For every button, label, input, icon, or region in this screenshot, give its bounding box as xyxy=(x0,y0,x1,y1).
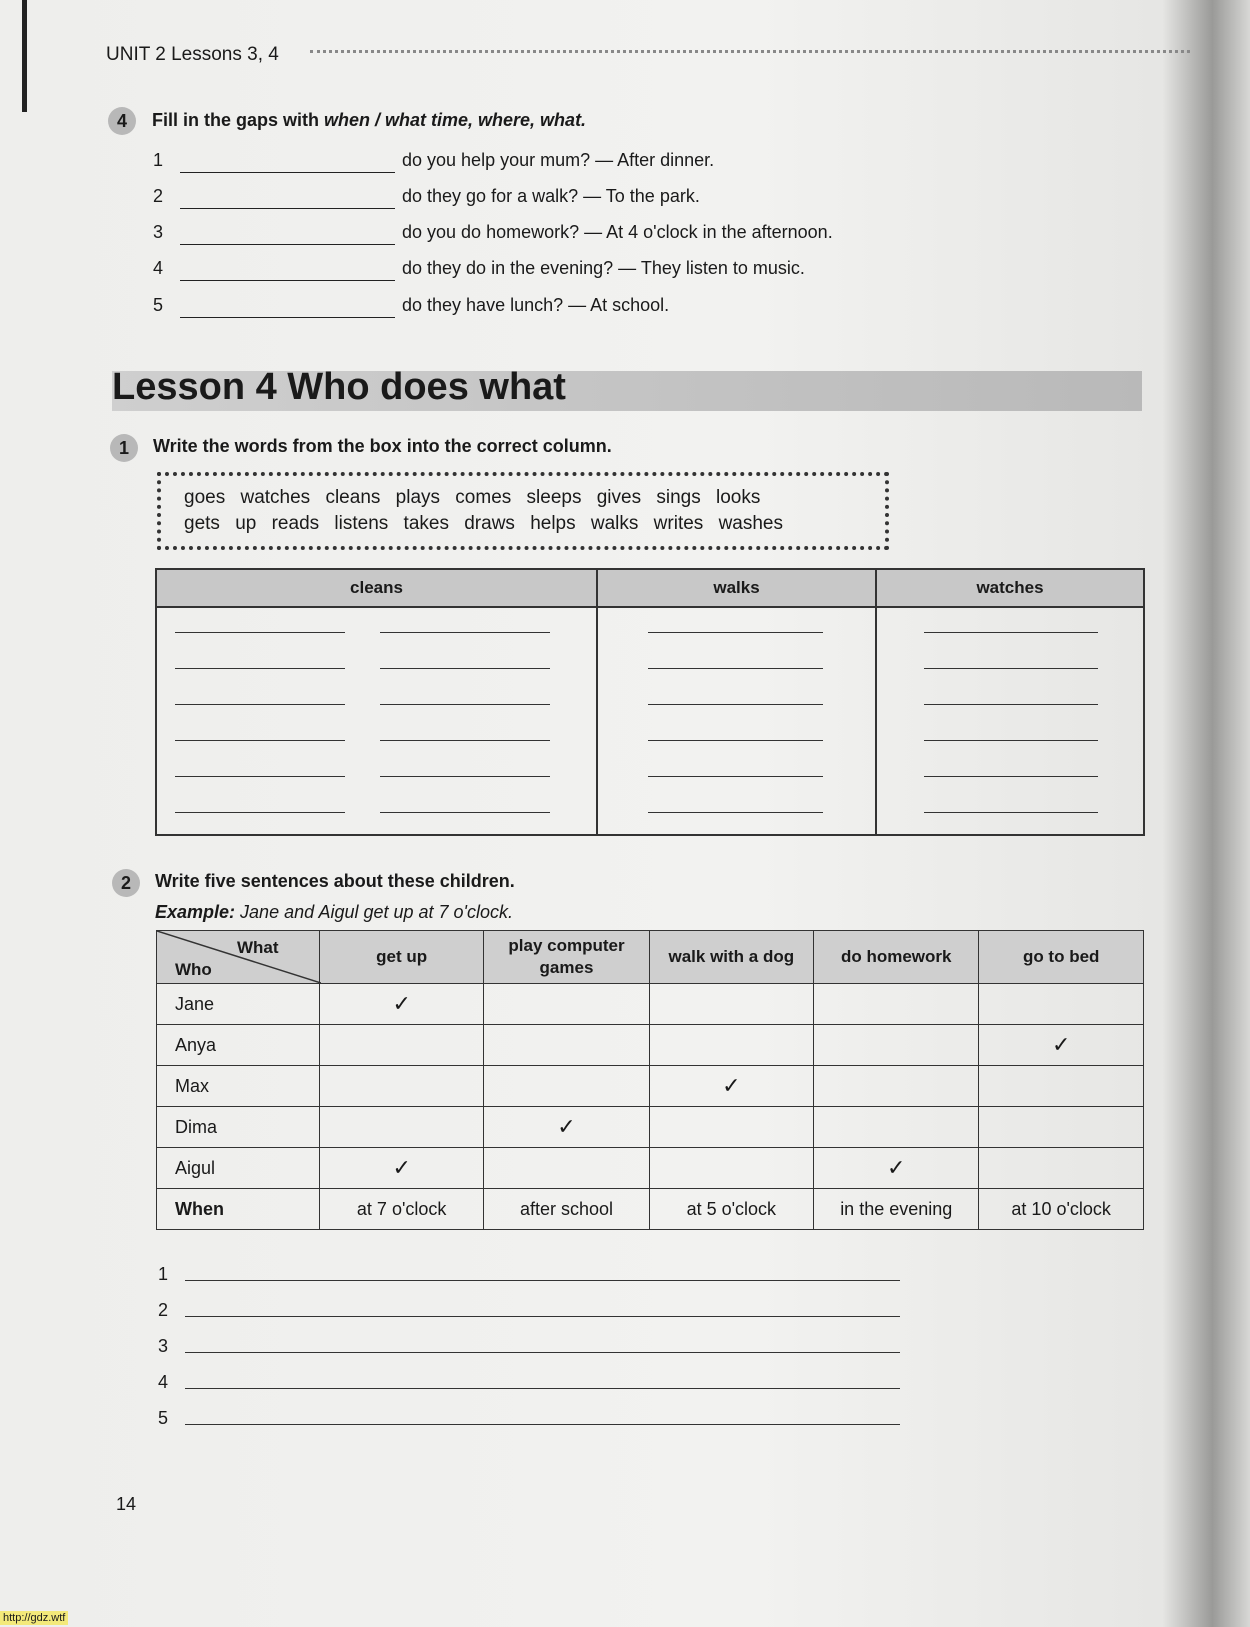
watches-cell[interactable] xyxy=(876,607,1144,835)
check-cell xyxy=(319,1107,484,1148)
when-row xyxy=(157,1189,1144,1230)
unit-header: UNIT 2 Lessons 3, 4 xyxy=(106,44,279,65)
margin-bar xyxy=(22,0,27,112)
check-cell xyxy=(814,984,979,1025)
sentence-line[interactable] xyxy=(185,1388,900,1389)
check-cell xyxy=(649,1148,814,1189)
check-cell: ✓ xyxy=(319,1148,484,1189)
item-number: 1 xyxy=(153,150,164,170)
answer-line[interactable] xyxy=(380,776,550,777)
example-sentence xyxy=(155,902,513,923)
exercise-1-title: Write the words from the box into the correct column. xyxy=(153,436,612,456)
sentence-number: 2 xyxy=(158,1300,169,1320)
activity-header: play computer games xyxy=(484,931,649,984)
child-name: Max xyxy=(157,1066,320,1107)
question-text: do you help your mum? — After dinner. xyxy=(402,150,715,170)
exercise-4-badge: 4 xyxy=(108,107,136,135)
example-text: Jane and Aigul get up at 7 o'clock. xyxy=(235,902,514,922)
answer-blank[interactable] xyxy=(180,244,395,245)
sentence-number: 3 xyxy=(158,1336,169,1356)
child-name: Jane xyxy=(157,984,320,1025)
answer-blank[interactable] xyxy=(180,172,395,173)
check-cell xyxy=(319,1025,484,1066)
sentence-line[interactable] xyxy=(185,1424,900,1425)
check-cell: ✓ xyxy=(649,1066,814,1107)
activity-header: do homework xyxy=(814,931,979,984)
when-cell: at 10 o'clock xyxy=(979,1189,1144,1230)
when-cell: after school xyxy=(484,1189,649,1230)
answer-line[interactable] xyxy=(380,632,550,633)
who-what-corner xyxy=(157,931,320,984)
sentence-number: 4 xyxy=(158,1372,169,1392)
activity-header: get up xyxy=(319,931,484,984)
sentence-line[interactable] xyxy=(185,1352,900,1353)
check-cell xyxy=(649,984,814,1025)
check-cell xyxy=(649,1025,814,1066)
child-name: Anya xyxy=(157,1025,320,1066)
answer-line[interactable] xyxy=(380,668,550,669)
check-cell xyxy=(484,1066,649,1107)
answer-line[interactable] xyxy=(175,776,345,777)
check-cell xyxy=(484,1025,649,1066)
sentence-line[interactable] xyxy=(185,1280,900,1281)
answer-line[interactable] xyxy=(924,632,1098,633)
question-text: do they do in the evening? — They listen to music. xyxy=(402,258,805,278)
answer-line[interactable] xyxy=(380,740,550,741)
answer-line[interactable] xyxy=(175,632,345,633)
question-text: do you do homework? — At 4 o'clock in the afternoon. xyxy=(402,222,833,242)
answer-line[interactable] xyxy=(648,776,823,777)
answer-line[interactable] xyxy=(175,740,345,741)
check-cell xyxy=(814,1025,979,1066)
activity-header: walk with a dog xyxy=(649,931,814,984)
answer-line[interactable] xyxy=(648,740,823,741)
child-name: Aigul xyxy=(157,1148,320,1189)
item-number: 2 xyxy=(153,186,164,206)
sentence-number: 1 xyxy=(158,1264,169,1284)
column-header-cleans: cleans xyxy=(156,569,597,607)
answer-line[interactable] xyxy=(175,704,345,705)
sentence-line[interactable] xyxy=(185,1316,900,1317)
answer-line[interactable] xyxy=(175,668,345,669)
check-cell xyxy=(649,1107,814,1148)
answer-line[interactable] xyxy=(648,632,823,633)
answer-blank[interactable] xyxy=(180,280,395,281)
question-text: do they have lunch? — At school. xyxy=(402,295,670,315)
column-header-walks: walks xyxy=(597,569,876,607)
answer-line[interactable] xyxy=(648,668,823,669)
answer-blank[interactable] xyxy=(180,317,395,318)
answer-line[interactable] xyxy=(924,740,1098,741)
check-cell xyxy=(484,1148,649,1189)
title-italic: when / what time, where, what. xyxy=(324,110,587,130)
answer-line[interactable] xyxy=(175,812,345,813)
walks-cell[interactable] xyxy=(597,607,876,835)
check-cell xyxy=(979,984,1144,1025)
answer-line[interactable] xyxy=(648,704,823,705)
check-cell xyxy=(979,1066,1144,1107)
exercise-2-badge: 2 xyxy=(112,869,140,897)
header-dotted-rule xyxy=(310,50,1190,53)
word-box xyxy=(157,472,889,550)
answer-line[interactable] xyxy=(924,704,1098,705)
word-box-line-1: goes watches cleans plays comes sleeps gives sings looks xyxy=(184,487,761,508)
word-box-line-2: gets up reads listens takes draws helps walks writes washes xyxy=(184,513,784,534)
check-cell: ✓ xyxy=(484,1107,649,1148)
check-cell xyxy=(814,1107,979,1148)
exercise-1-badge: 1 xyxy=(110,434,138,462)
column-header-watches: watches xyxy=(876,569,1144,607)
when-cell: at 5 o'clock xyxy=(649,1189,814,1230)
cleans-cell[interactable] xyxy=(156,607,597,835)
check-cell xyxy=(319,1066,484,1107)
title-text: Fill in the gaps with xyxy=(152,110,325,130)
word-columns-table xyxy=(155,568,1145,836)
question-text: do they go for a walk? — To the park. xyxy=(402,186,700,206)
table-row xyxy=(157,1107,1144,1148)
when-cell: in the evening xyxy=(814,1189,979,1230)
exercise-2-title: Write five sentences about these children. xyxy=(155,871,515,891)
item-number: 4 xyxy=(153,258,164,278)
item-number: 5 xyxy=(153,295,164,315)
check-cell: ✓ xyxy=(319,984,484,1025)
lesson-title: Lesson 4 Who does what xyxy=(112,366,566,408)
answer-line[interactable] xyxy=(924,776,1098,777)
when-label: When xyxy=(157,1189,320,1230)
table-row xyxy=(157,1066,1144,1107)
answer-blank[interactable] xyxy=(180,208,395,209)
activity-header: go to bed xyxy=(979,931,1144,984)
item-number: 3 xyxy=(153,222,164,242)
children-table xyxy=(156,930,1144,1230)
when-cell: at 7 o'clock xyxy=(319,1189,484,1230)
corner-what-label: What xyxy=(237,938,279,957)
table-row xyxy=(157,1148,1144,1189)
check-cell xyxy=(484,984,649,1025)
answer-line[interactable] xyxy=(924,812,1098,813)
check-cell xyxy=(814,1066,979,1107)
answer-line[interactable] xyxy=(648,812,823,813)
footer-link[interactable]: http://gdz.wtf xyxy=(0,1611,68,1625)
table-row xyxy=(157,984,1144,1025)
example-label: Example: xyxy=(155,902,236,922)
child-name: Dima xyxy=(157,1107,320,1148)
corner-who-label: Who xyxy=(175,960,212,979)
page-number: 14 xyxy=(116,1494,137,1514)
sentence-number: 5 xyxy=(158,1408,169,1428)
check-cell: ✓ xyxy=(979,1025,1144,1066)
exercise-4-title xyxy=(152,110,586,131)
check-cell: ✓ xyxy=(814,1148,979,1189)
check-cell xyxy=(979,1107,1144,1148)
table-row xyxy=(157,1025,1144,1066)
answer-line[interactable] xyxy=(380,704,550,705)
answer-line[interactable] xyxy=(380,812,550,813)
answer-line[interactable] xyxy=(924,668,1098,669)
check-cell xyxy=(979,1148,1144,1189)
